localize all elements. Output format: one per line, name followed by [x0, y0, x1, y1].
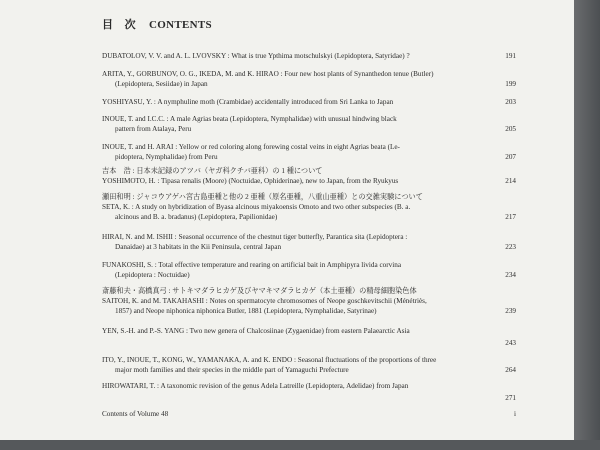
toc-entry	[102, 192, 516, 223]
entry-page-number: 264	[505, 366, 516, 374]
toc-entry	[102, 97, 516, 107]
toc-entry	[102, 51, 516, 61]
contents-heading	[102, 16, 212, 32]
entry-page-number: 191	[505, 52, 516, 60]
entry-line: (Lepidoptera, Sesiidae) in Japan	[115, 80, 208, 89]
toc-entry	[102, 232, 516, 252]
entry-page-number: 239	[505, 307, 516, 315]
heading-japanese: 目 次	[102, 19, 136, 31]
entry-page-number: 207	[505, 153, 516, 161]
entry-line: YOSHIMOTO, H. : Tipasa renalis (Moore) (Noctuidae, Ophiderinae), new to Japan, from the Ryukyus	[102, 177, 399, 186]
entry-page-number: 234	[505, 271, 516, 279]
entry-line: ITO, Y., INOUE, T., KONG, W., YAMANAKA, A. and K. ENDO : Seasonal fluctuations of the proportions of three	[102, 356, 437, 364]
entry-line: 吉本 浩 : 日本未記録のアツバ（ヤガ科クチバ亜科）の 1 種について	[102, 167, 323, 175]
entry-line: HIRAI, N. and M. ISHII : Seasonal occurrence of the chestnut tiger butterfly, Parantica sita (Lepidoptera :	[102, 233, 408, 241]
entry-line: FUNAKOSHI, S. : Total effective temperature and rearing on artificial bait in Amphipyra livida corvina	[102, 261, 402, 269]
entry-page-number: i	[514, 410, 516, 418]
toc-entry	[102, 166, 516, 186]
entry-page-number: 223	[505, 243, 516, 251]
toc-entry	[102, 409, 516, 419]
entry-line: INOUE, T. and I.C.C. : A male Agrias beata (Lepidoptera, Nymphalidae) with unusual hindwing black	[102, 115, 397, 123]
entry-page-number: 205	[505, 125, 516, 133]
entry-page-number: 203	[505, 98, 516, 106]
entry-line: major moth families and their species in the middle part of Yamaguchi Prefecture	[115, 366, 349, 375]
entry-line: Danaidae) at 3 habitats in the Kii Peninsula, central Japan	[115, 243, 282, 252]
entry-page-number: 243	[505, 339, 516, 347]
entry-page-number: 217	[505, 213, 516, 221]
entry-line: alcinous and B. a. bradanus) (Lepidoptera, Papilionidae)	[115, 213, 278, 222]
entry-line: YOSHIYASU, Y. : A nymphuline moth (Crambidae) accidentally introduced from Sri Lanka to Japan	[102, 98, 394, 106]
entry-line: SAITOH, K. and M. TAKAHASHI : Notes on spermatocyte chromosomes of Neope goschkevitschii (Ménétriès,	[102, 297, 427, 306]
entry-line: ARITA, Y., GORBUNOV, O. G., IKEDA, M. and K. HIRAO : Four new host plants of Synanthedon tenue (Butler)	[102, 70, 434, 78]
background-bottom	[0, 440, 600, 450]
entry-page-number: 214	[505, 177, 516, 185]
heading-english: CONTENTS	[148, 19, 212, 31]
entry-line: SETA, K. : A study on hybridization of Byasa alcinous miyakoensis Omoto and two other subspecies (B. a.	[102, 203, 411, 212]
entry-page-number: 199	[505, 80, 516, 88]
entry-page-number: 271	[505, 394, 516, 402]
entry-line: 1857) and Neope niphonica niphonica Butler, 1881 (Lepidoptera, Nymphalidae, Satyrinae)	[115, 307, 377, 316]
toc-entry	[102, 114, 516, 134]
entry-line: HIROWATARI, T. : A taxonomic revision of the genus Adela Latreille (Lepidoptera, Adelidae) from Japan	[102, 382, 409, 390]
entry-line: YEN, S.-H. and P.-S. YANG : Two new genera of Chalcosiinae (Zygaenidae) from eastern Palaearctic Asia	[102, 327, 410, 335]
toc-entry	[102, 355, 516, 375]
toc-entry	[102, 69, 516, 89]
entry-line: 斎藤和夫・高橋真弓 : サトキマダラヒカゲ及びヤマキマダラヒカゲ（本土亜種）の精母細胞染色体	[102, 287, 417, 295]
entry-line: pattern from Atalaya, Peru	[115, 125, 192, 134]
toc-entry	[102, 142, 516, 162]
entry-line: pidoptera, Nymphalidae) from Peru	[115, 153, 218, 162]
toc-entry	[102, 286, 516, 317]
toc-entry	[102, 381, 516, 402]
toc-entry	[102, 326, 516, 347]
entry-line: (Lepidoptera : Noctuidae)	[115, 271, 190, 280]
entry-line: 瀬田和明 : ジャコウアゲハ宮古島亜種と他の 2 亜種（原名亜種，八重山亜種）との交雑実験について	[102, 193, 423, 201]
entry-line: Contents of Volume 48	[102, 410, 169, 418]
entry-line: DUBATOLOV, V. V. and A. L. LVOVSKY : What is true Ypthima motschulskyi (Lepidoptera, Satyridae) ?	[102, 52, 410, 60]
toc-entry	[102, 260, 516, 280]
background-edge	[574, 0, 600, 450]
entry-line: INOUE, T. and H. ARAI : Yellow or red coloring along forewing costal veins in eight Agrias beata (Le-	[102, 143, 400, 151]
